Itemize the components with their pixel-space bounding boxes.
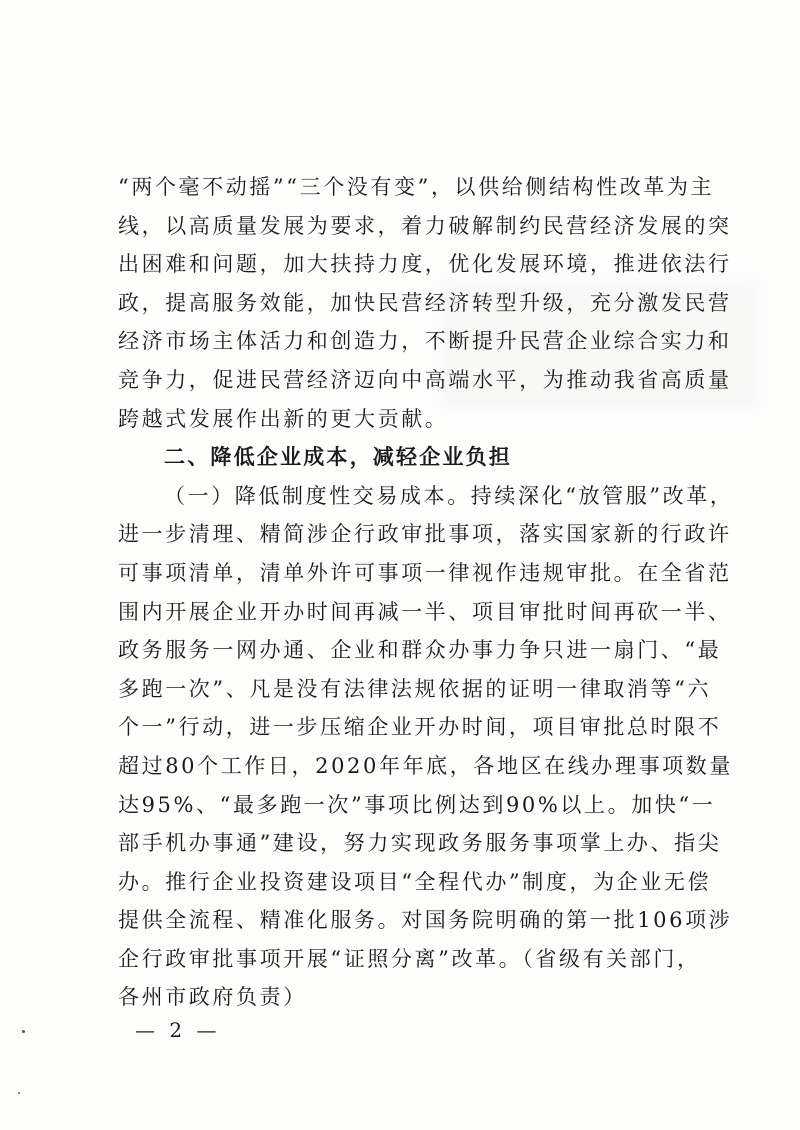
paragraph-line: （一）降低制度性交易成本。持续深化“放管服”改革， — [164, 483, 734, 508]
paragraph-line: 进一步清理、精简涉企行政审批事项，落实国家新的行政许 — [118, 522, 732, 547]
paragraph-line: 达95%、“最多跑一次”事项比例达到90%以上。加快“一 — [118, 792, 716, 817]
scan-speck — [22, 1030, 25, 1033]
text-line: 竞争力，促进民营经济迈向中高端水平，为推动我省高质量 — [118, 367, 732, 392]
paragraph-line: 围内开展企业开办时间再减一半、项目审批时间再砍一半、 — [118, 599, 732, 624]
paragraph-line: 多跑一次”、凡是没有法律法规依据的证明一律取消等“六 — [118, 676, 712, 701]
paragraph-line: 各州市政府负责） — [118, 985, 307, 1010]
paragraph-line: 政务服务一网办通、企业和群众办事力争只进一扇门、“最 — [118, 638, 722, 663]
paragraph-line: 超过80个工作日，2020年年底，各地区在线办理事项数量 — [118, 753, 733, 778]
paragraph-line: 个一”行动，进一步压缩企业开办时间，项目审批总时限不 — [118, 715, 722, 740]
paragraph-line: 企行政审批事项开展“证照分离”改革。（省级有关部门， — [118, 946, 701, 971]
body-text — [118, 168, 734, 1017]
text-line: 经济市场主体活力和创造力，不断提升民营企业综合实力和 — [118, 329, 732, 354]
text-line: 政，提高服务效能，加快民营经济转型升级，充分激发民营 — [118, 290, 732, 315]
paragraph-line: 可事项清单，清单外许可事项一律视作违规审批。在全省范 — [118, 560, 732, 585]
scan-speck — [18, 1092, 20, 1094]
text-line: 出困难和问题，加大扶持力度，优化发展环境，推进依法行 — [118, 252, 732, 277]
paragraph-line: 提供全流程、精准化服务。对国务院明确的第一批106项涉 — [118, 908, 733, 933]
text-line: “两个毫不动摇”“三个没有变”，以供给侧结构性改革为主 — [118, 175, 715, 199]
section-heading: 二、降低企业成本，减轻企业负担 — [164, 445, 512, 470]
paragraph-line: 部手机办事通”建设，努力实现政务服务事项掌上办、指尖 — [118, 831, 722, 856]
page-number: — 2 — — [135, 1018, 221, 1042]
text-line: 线，以高质量发展为要求，着力破解制约民营经济发展的突 — [118, 213, 732, 238]
text-line: 跨越式发展作出新的更大贡献。 — [118, 406, 449, 431]
paragraph-line: 办。推行企业投资建设项目“全程代办”制度，为企业无偿 — [118, 869, 712, 894]
